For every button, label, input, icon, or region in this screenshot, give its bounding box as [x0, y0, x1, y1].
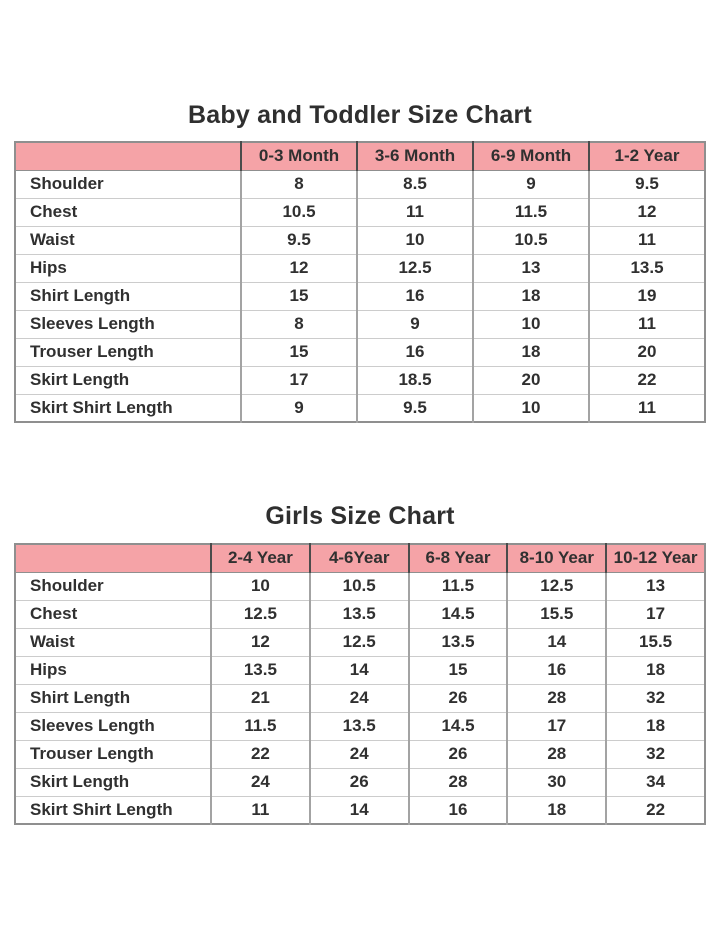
size-value: 22 — [589, 366, 705, 394]
size-value: 18 — [606, 712, 705, 740]
size-value: 18 — [473, 282, 589, 310]
measurement-label: Shirt Length — [15, 282, 241, 310]
size-row — [15, 170, 705, 198]
size-column-header: 4-6Year — [310, 544, 409, 572]
measurement-column-header — [15, 142, 241, 170]
size-value: 9.5 — [241, 226, 357, 254]
size-value: 34 — [606, 768, 705, 796]
measurement-label: Shoulder — [15, 572, 211, 600]
size-value: 15 — [241, 338, 357, 366]
size-row — [15, 282, 705, 310]
size-value: 14 — [310, 656, 409, 684]
size-column-header: 3-6 Month — [357, 142, 473, 170]
size-value: 13.5 — [211, 656, 310, 684]
size-value: 22 — [606, 796, 705, 824]
size-column-header: 0-3 Month — [241, 142, 357, 170]
size-value: 17 — [507, 712, 606, 740]
measurement-label: Waist — [15, 628, 211, 656]
size-value: 16 — [507, 656, 606, 684]
size-value: 13 — [606, 572, 705, 600]
size-value: 11 — [589, 226, 705, 254]
measurement-label: Chest — [15, 600, 211, 628]
size-value: 28 — [507, 740, 606, 768]
size-value: 16 — [357, 282, 473, 310]
size-column-header: 6-8 Year — [409, 544, 508, 572]
baby-toddler-size-table — [14, 141, 706, 423]
size-value: 9 — [357, 310, 473, 338]
header-row — [15, 544, 705, 572]
size-value: 20 — [589, 338, 705, 366]
girls-size-table — [14, 543, 706, 825]
size-value: 28 — [507, 684, 606, 712]
size-value: 10 — [473, 310, 589, 338]
size-value: 11 — [211, 796, 310, 824]
size-row — [15, 366, 705, 394]
size-value: 12.5 — [211, 600, 310, 628]
size-value: 13.5 — [310, 712, 409, 740]
size-value: 14.5 — [409, 600, 508, 628]
size-value: 13.5 — [310, 600, 409, 628]
size-value: 12 — [241, 254, 357, 282]
size-value: 13 — [473, 254, 589, 282]
size-value: 11.5 — [211, 712, 310, 740]
size-value: 8 — [241, 310, 357, 338]
size-row — [15, 338, 705, 366]
header-row — [15, 142, 705, 170]
size-row — [15, 254, 705, 282]
size-value: 12 — [211, 628, 310, 656]
size-value: 16 — [409, 796, 508, 824]
size-value: 18.5 — [357, 366, 473, 394]
size-row — [15, 684, 705, 712]
measurement-label: Shoulder — [15, 170, 241, 198]
size-value: 10.5 — [310, 572, 409, 600]
size-value: 13.5 — [409, 628, 508, 656]
size-value: 28 — [409, 768, 508, 796]
size-value: 14 — [310, 796, 409, 824]
size-value: 11.5 — [409, 572, 508, 600]
measurement-label: Waist — [15, 226, 241, 254]
measurement-label: Skirt Shirt Length — [15, 796, 211, 824]
size-value: 8 — [241, 170, 357, 198]
size-column-header: 8-10 Year — [507, 544, 606, 572]
size-value: 8.5 — [357, 170, 473, 198]
size-value: 32 — [606, 740, 705, 768]
measurement-label: Trouser Length — [15, 338, 241, 366]
size-value: 11.5 — [473, 198, 589, 226]
size-value: 11 — [357, 198, 473, 226]
measurement-label: Trouser Length — [15, 740, 211, 768]
size-value: 26 — [409, 684, 508, 712]
girls-chart-title: Girls Size Chart — [265, 502, 455, 530]
size-value: 32 — [606, 684, 705, 712]
size-value: 9 — [473, 170, 589, 198]
measurement-label: Skirt Length — [15, 768, 211, 796]
size-row — [15, 198, 705, 226]
size-value: 10.5 — [241, 198, 357, 226]
size-value: 11 — [589, 394, 705, 422]
measurement-label: Shirt Length — [15, 684, 211, 712]
size-value: 17 — [606, 600, 705, 628]
size-value: 20 — [473, 366, 589, 394]
size-column-header: 1-2 Year — [589, 142, 705, 170]
size-value: 19 — [589, 282, 705, 310]
size-value: 18 — [473, 338, 589, 366]
size-value: 14.5 — [409, 712, 508, 740]
size-value: 26 — [409, 740, 508, 768]
size-value: 10 — [357, 226, 473, 254]
measurement-label: Sleeves Length — [15, 310, 241, 338]
size-value: 9.5 — [589, 170, 705, 198]
measurement-label: Sleeves Length — [15, 712, 211, 740]
size-value: 24 — [211, 768, 310, 796]
size-row — [15, 628, 705, 656]
size-value: 15.5 — [507, 600, 606, 628]
size-column-header: 10-12 Year — [606, 544, 705, 572]
size-value: 24 — [310, 740, 409, 768]
size-value: 21 — [211, 684, 310, 712]
size-value: 9 — [241, 394, 357, 422]
size-row — [15, 572, 705, 600]
size-value: 10 — [473, 394, 589, 422]
measurement-label: Skirt Shirt Length — [15, 394, 241, 422]
size-row — [15, 600, 705, 628]
measurement-label: Chest — [15, 198, 241, 226]
size-value: 16 — [357, 338, 473, 366]
size-row — [15, 226, 705, 254]
size-value: 22 — [211, 740, 310, 768]
size-value: 12.5 — [507, 572, 606, 600]
baby-toddler-chart-title: Baby and Toddler Size Chart — [188, 101, 532, 129]
measurement-label: Skirt Length — [15, 366, 241, 394]
size-value: 30 — [507, 768, 606, 796]
size-column-header: 2-4 Year — [211, 544, 310, 572]
measurement-label: Hips — [15, 254, 241, 282]
size-value: 11 — [589, 310, 705, 338]
size-value: 18 — [507, 796, 606, 824]
size-value: 15 — [241, 282, 357, 310]
size-value: 14 — [507, 628, 606, 656]
size-value: 12.5 — [310, 628, 409, 656]
size-value: 10 — [211, 572, 310, 600]
size-row — [15, 768, 705, 796]
size-row — [15, 394, 705, 422]
size-value: 15.5 — [606, 628, 705, 656]
size-value: 12.5 — [357, 254, 473, 282]
size-column-header: 6-9 Month — [473, 142, 589, 170]
size-row — [15, 656, 705, 684]
size-value: 24 — [310, 684, 409, 712]
size-row — [15, 796, 705, 824]
size-value: 26 — [310, 768, 409, 796]
size-row — [15, 310, 705, 338]
measurement-column-header — [15, 544, 211, 572]
measurement-label: Hips — [15, 656, 211, 684]
size-value: 9.5 — [357, 394, 473, 422]
size-value: 15 — [409, 656, 508, 684]
size-value: 12 — [589, 198, 705, 226]
size-row — [15, 712, 705, 740]
size-value: 10.5 — [473, 226, 589, 254]
size-value: 17 — [241, 366, 357, 394]
size-row — [15, 740, 705, 768]
size-value: 13.5 — [589, 254, 705, 282]
size-value: 18 — [606, 656, 705, 684]
